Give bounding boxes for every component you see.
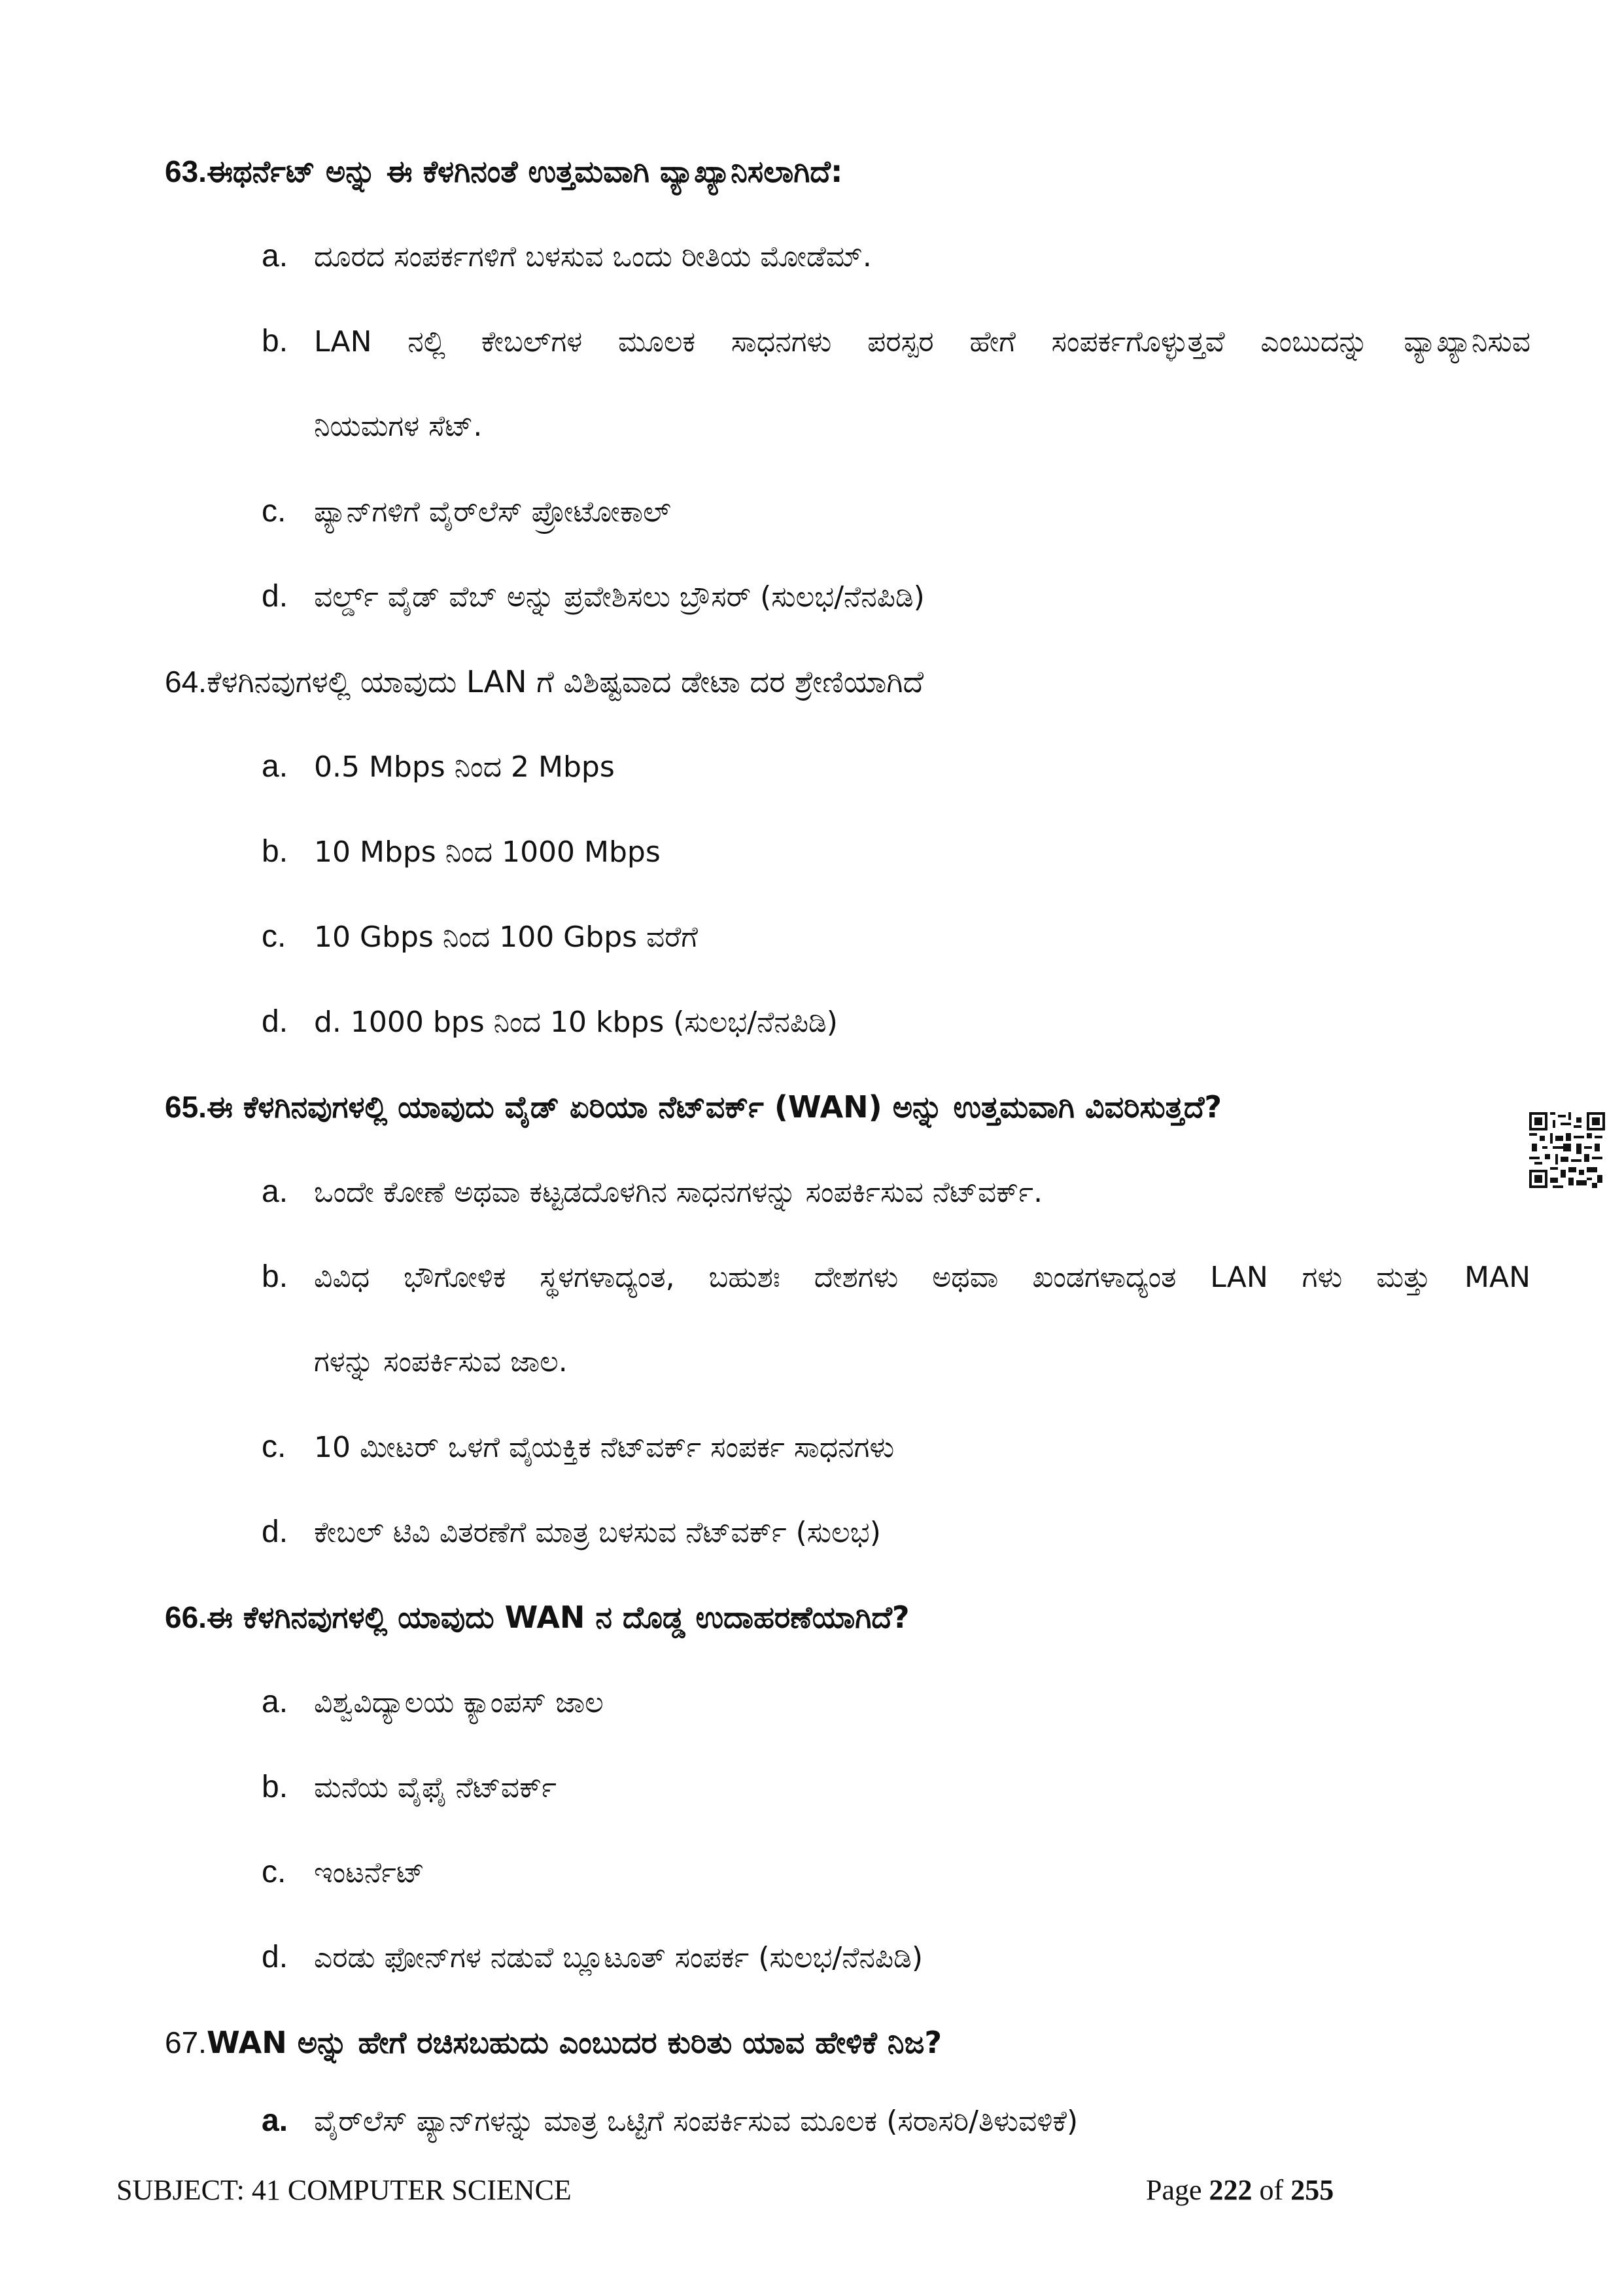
footer-page-number: Page 222 of 255	[1146, 2174, 1334, 2206]
option-text: d. 1000 bps ನಿಂದ 10 kbps (ಸುಲಭ/ನೆನಪಿಡಿ)	[314, 1006, 838, 1039]
question-text: WAN ಅನ್ನು ಹೇಗೆ ರಚಿಸಬಹುದು ಎಂಬುದರ ಕುರಿತು ಯಾವ ಹೇಳಿಕೆ ನಿಜ?	[206, 2025, 942, 2060]
question-number: 63.	[165, 154, 207, 188]
option-65-b: b. ವಿವಿಧ ಭೌಗೋಳಿಕ ಸ್ಥಳಗಳಾದ್ಯಂತ, ಬಹುಶಃ ದೇಶಗಳು ಅಥವಾ ಖಂಡಗಳಾದ್ಯಂತ LAN ಗಳು ಮತ್ತು MAN	[262, 1257, 1537, 1297]
option-text: ದೂರದ ಸಂಪರ್ಕಗಳಿಗೆ ಬಳಸುವ ಒಂದು ರೀತಿಯ ಮೋಡೆಮ್.	[314, 240, 872, 273]
question-number: 64.	[165, 665, 207, 699]
qr-code-icon	[1529, 1112, 1605, 1188]
option-text: 10 Gbps ನಿಂದ 100 Gbps ವರೆಗೆ	[314, 920, 698, 954]
option-66-a: a. ವಿಶ್ವವಿದ್ಯಾಲಯ ಕ್ಯಾಂಪಸ್ ಜಾಲ	[262, 1685, 604, 1719]
question-63	[165, 152, 842, 191]
option-text: LAN ನಲ್ಲಿ ಕೇಬಲ್‌ಗಳ ಮೂಲಕ ಸಾಧನಗಳು ಪರಸ್ಪರ ಹೇಗೆ ಸಂಪರ್ಕಗೊಳ್ಳುತ್ತವೆ ಎಂಬುದನ್ನು ವ್ಯಾಖ್ಯಾನಿಸುವ	[314, 325, 1530, 359]
option-63-a: a. ದೂರದ ಸಂಪರ್ಕಗಳಿಗೆ ಬಳಸುವ ಒಂದು ರೀತಿಯ ಮೋಡೆಮ್.	[262, 239, 872, 273]
question-text: ಕೆಳಗಿನವುಗಳಲ್ಲಿ ಯಾವುದು LAN ಗೆ ವಿಶಿಷ್ಟವಾದ ಡೇಟಾ ದರ ಶ್ರೇಣಿಯಾಗಿದೆ	[206, 664, 924, 699]
option-text: ವೈರ್‌ಲೆಸ್ ಪ್ಯಾನ್‌ಗಳನ್ನು ಮಾತ್ರ ಒಟ್ಟಿಗೆ ಸಂಪರ್ಕಿಸುವ ಮೂಲಕ (ಸರಾಸರಿ/ತಿಳುವಳಿಕೆ)	[314, 2105, 1079, 2138]
option-66-b: b. ಮನೆಯ ವೈಫೈ ನೆಟ್‌ವರ್ಕ್	[262, 1770, 557, 1804]
option-text: 10 ಮೀಟರ್ ಒಳಗೆ ವೈಯಕ್ತಿಕ ನೆಟ್‌ವರ್ಕ್ ಸಂಪರ್ಕ ಸಾಧನಗಳು	[314, 1431, 895, 1464]
question-66	[165, 1598, 910, 1637]
question-text: ಈ ಕೆಳಗಿನವುಗಳಲ್ಲಿ ಯಾವುದು WAN ನ ದೊಡ್ಡ ಉದಾಹರಣೆಯಾಗಿದೆ?	[206, 1600, 910, 1635]
option-text: ಪ್ಯಾನ್‌ಗಳಿಗೆ ವೈರ್‌ಲೆಸ್ ಪ್ರೋಟೋಕಾಲ್	[314, 495, 671, 529]
option-64-b: b. 10 Mbps ನಿಂದ 1000 Mbps	[262, 834, 661, 869]
option-text: ಒಂದೇ ಕೋಣೆ ಅಥವಾ ಕಟ್ಟಡದೊಳಗಿನ ಸಾಧನಗಳನ್ನು ಸಂಪರ್ಕಿಸುವ ನೆಟ್‌ವರ್ಕ್.	[314, 1176, 1043, 1209]
option-text: 0.5 Mbps ನಿಂದ 2 Mbps	[314, 750, 615, 784]
option-63-c: c. ಪ್ಯಾನ್‌ಗಳಿಗೆ ವೈರ್‌ಲೆಸ್ ಪ್ರೋಟೋಕಾಲ್	[262, 494, 671, 529]
footer-subject: SUBJECT: 41 COMPUTER SCIENCE	[116, 2174, 572, 2206]
question-number: 65.	[165, 1090, 207, 1124]
option-text: ವಿಶ್ವವಿದ್ಯಾಲಯ ಕ್ಯಾಂಪಸ್ ಜಾಲ	[314, 1686, 604, 1719]
option-63-b-continuation: ನಿಯಮಗಳ ಸೆಟ್.	[314, 410, 483, 443]
question-number: 66.	[165, 1600, 207, 1634]
option-63-b: b. LAN ನಲ್ಲಿ ಕೇಬಲ್‌ಗಳ ಮೂಲಕ ಸಾಧನಗಳು ಪರಸ್ಪರ ಹೇಗೆ ಸಂಪರ್ಕಗೊಳ್ಳುತ್ತವೆ ಎಂಬುದನ್ನು ವ್ಯಾಖ್ಯಾನಿಸುವ	[262, 322, 1537, 362]
option-66-d: d. ಎರಡು ಫೋನ್‌ಗಳ ನಡುವೆ ಬ್ಲೂಟೂತ್ ಸಂಪರ್ಕ (ಸುಲಭ/ನೆನಪಿಡಿ)	[262, 1940, 924, 1974]
option-64-a: a. 0.5 Mbps ನಿಂದ 2 Mbps	[262, 749, 615, 784]
question-67	[165, 2023, 942, 2062]
option-text: ಇಂಟರ್ನೆಟ್	[314, 1856, 424, 1889]
option-65-d: d. ಕೇಬಲ್ ಟಿವಿ ವಿತರಣೆಗೆ ಮಾತ್ರ ಬಳಸುವ ನೆಟ್‌ವರ್ಕ್ (ಸುಲಭ)	[262, 1515, 881, 1549]
option-text: ಎರಡು ಫೋನ್‌ಗಳ ನಡುವೆ ಬ್ಲೂಟೂತ್ ಸಂಪರ್ಕ (ಸುಲಭ/ನೆನಪಿಡಿ)	[314, 1941, 924, 1974]
option-65-b-continuation: ಗಳನ್ನು ಸಂಪರ್ಕಿಸುವ ಜಾಲ.	[314, 1345, 568, 1378]
option-text: 10 Mbps ನಿಂದ 1000 Mbps	[314, 835, 661, 869]
option-65-c: c. 10 ಮೀಟರ್ ಒಳಗೆ ವೈಯಕ್ತಿಕ ನೆಟ್‌ವರ್ಕ್ ಸಂಪರ್ಕ ಸಾಧನಗಳು	[262, 1429, 895, 1464]
option-63-d: d. ವರ್ಲ್ಡ್ ವೈಡ್ ವೆಬ್ ಅನ್ನು ಪ್ರವೇಶಿಸಲು ಬ್ರೌಸರ್ (ಸುಲಭ/ನೆನಪಿಡಿ)	[262, 579, 925, 614]
option-text: ಕೇಬಲ್ ಟಿವಿ ವಿತರಣೆಗೆ ಮಾತ್ರ ಬಳಸುವ ನೆಟ್‌ವರ್ಕ್ (ಸುಲಭ)	[314, 1516, 881, 1549]
option-64-c: c. 10 Gbps ನಿಂದ 100 Gbps ವರೆಗೆ	[262, 919, 698, 954]
question-64	[165, 662, 924, 701]
question-65	[165, 1087, 1222, 1127]
option-65-a: a. ಒಂದೇ ಕೋಣೆ ಅಥವಾ ಕಟ್ಟಡದೊಳಗಿನ ಸಾಧನಗಳನ್ನು ಸಂಪರ್ಕಿಸುವ ನೆಟ್‌ವರ್ಕ್.	[262, 1174, 1043, 1209]
option-66-c: c. ಇಂಟರ್ನೆಟ್	[262, 1855, 424, 1889]
question-number: 67.	[165, 2025, 207, 2059]
option-text: ವಿವಿಧ ಭೌಗೋಳಿಕ ಸ್ಥಳಗಳಾದ್ಯಂತ, ಬಹುಶಃ ದೇಶಗಳು ಅಥವಾ ಖಂಡಗಳಾದ್ಯಂತ LAN ಗಳು ಮತ್ತು MAN	[314, 1261, 1530, 1294]
question-text: ಈಥರ್ನೆಟ್ ಅನ್ನು ಈ ಕೆಳಗಿನಂತೆ ಉತ್ತಮವಾಗಿ ವ್ಯಾಖ್ಯಾನಿಸಲಾಗಿದೆ:	[206, 154, 843, 189]
option-64-d: d. d. 1000 bps ನಿಂದ 10 kbps (ಸುಲಭ/ನೆನಪಿಡಿ)	[262, 1004, 838, 1039]
option-67-a: a. ವೈರ್‌ಲೆಸ್ ಪ್ಯಾನ್‌ಗಳನ್ನು ಮಾತ್ರ ಒಟ್ಟಿಗೆ ಸಂಪರ್ಕಿಸುವ ಮೂಲಕ (ಸರಾಸರಿ/ತಿಳುವಳಿಕೆ)	[262, 2103, 1079, 2138]
question-text: ಈ ಕೆಳಗಿನವುಗಳಲ್ಲಿ ಯಾವುದು ವೈಡ್ ಏರಿಯಾ ನೆಟ್‌ವರ್ಕ್ (WAN) ಅನ್ನು ಉತ್ತಮವಾಗಿ ವಿವರಿಸುತ್ತದೆ?	[206, 1089, 1222, 1125]
option-text: ಮನೆಯ ವೈಫೈ ನೆಟ್‌ವರ್ಕ್	[314, 1771, 557, 1804]
option-text: ವರ್ಲ್ಡ್ ವೈಡ್ ವೆಬ್ ಅನ್ನು ಪ್ರವೇಶಿಸಲು ಬ್ರೌಸರ್ (ಸುಲಭ/ನೆನಪಿಡಿ)	[314, 580, 925, 614]
